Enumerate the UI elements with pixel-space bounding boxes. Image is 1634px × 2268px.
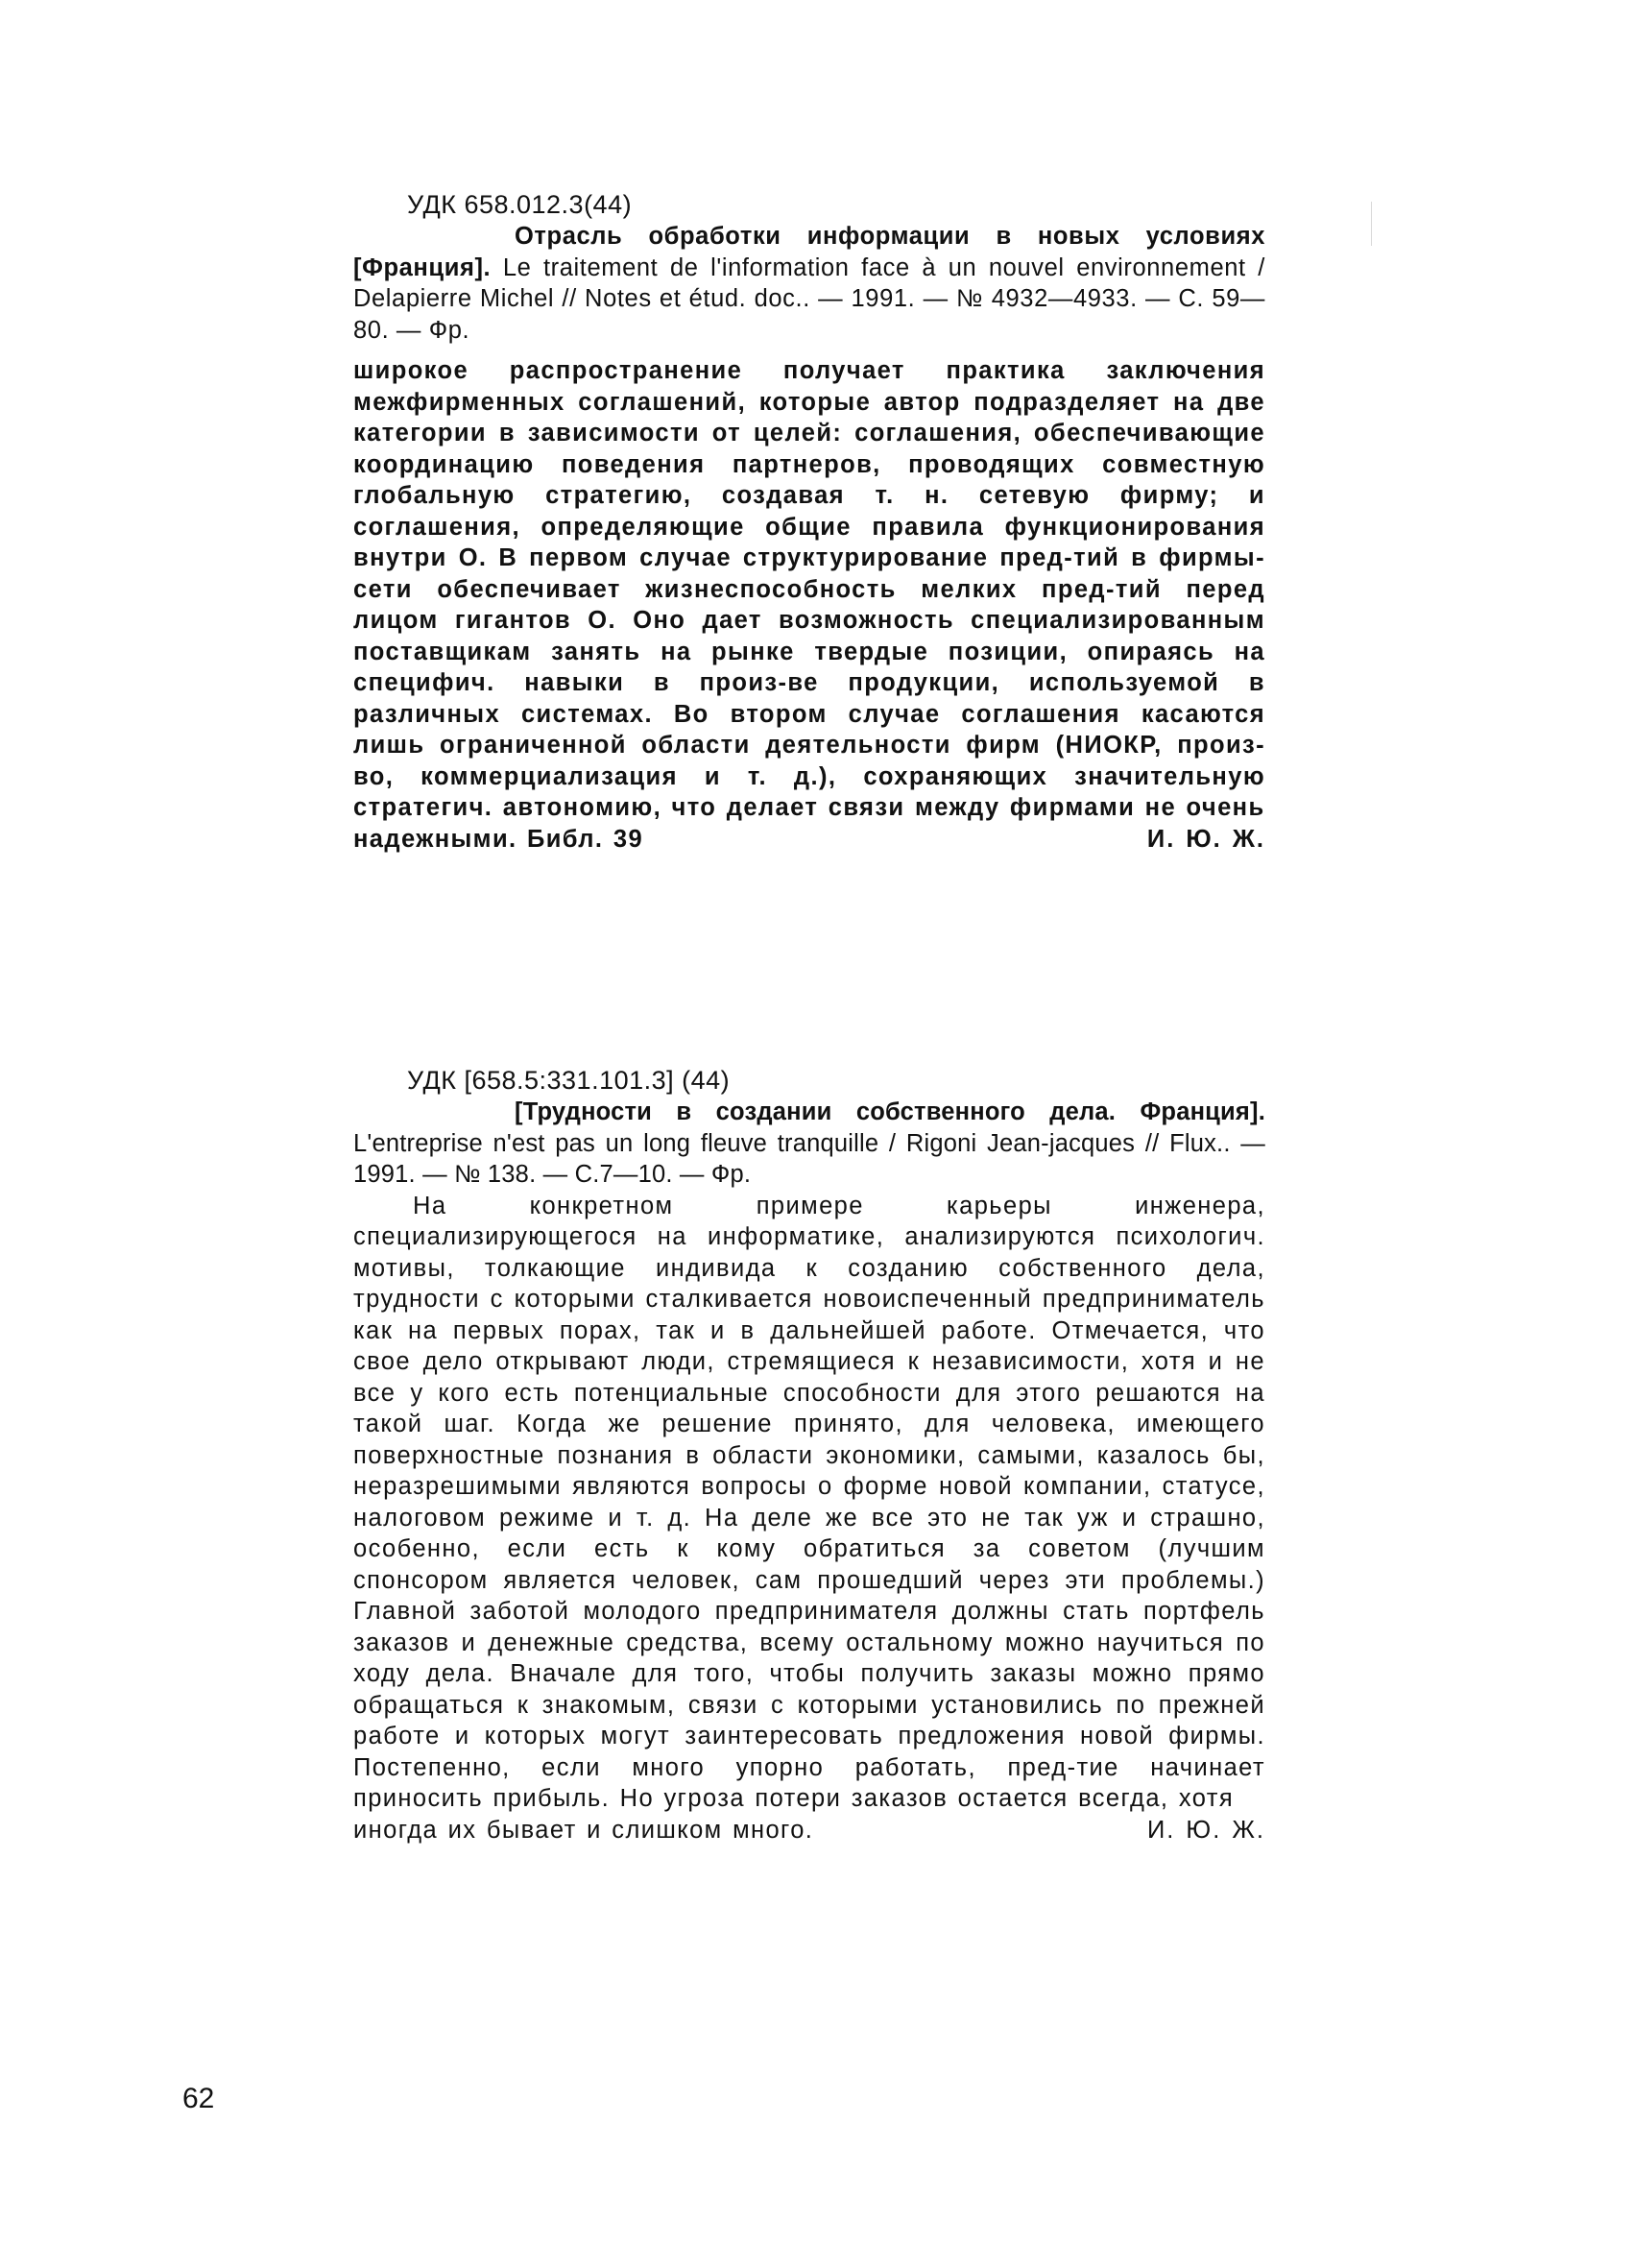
udc-code: УДК 658.012.3(44) <box>407 190 633 219</box>
abstract-title: [Трудности в создании собственного дела. Франция]. <box>515 1098 1265 1125</box>
abstract-entry-1 <box>353 188 1265 855</box>
bibliographic-citation <box>353 1097 1265 1191</box>
udc-code: УДК [658.5:331.101.3] (44) <box>407 1066 731 1095</box>
abstract-ending: надежными. Библ. 39 <box>353 825 644 853</box>
abstract-body: широкое распространение получает практика заключения межфирменных соглашений, которые автор подразделяет на две категории в зависимости от целей: соглашения, обеспечивающие координацию поведения партнеров, проводящих совместную глобальную стратегию, создавая т. н. сетевую фирму; и соглашения, определяющие общие правила функционирования внутри О. В первом случае структурирование пред-тий в фирмы-сети обеспечивает жизнеспособность мелких пред-тий перед лицом гигантов О. Оно дает возможность специализированным поставщикам занять на рынке твердые позиции, опираясь на специфич. навыки в произ-ве продукции, используемой в различных системах. Во втором случае соглашения касаются лишь ограниченной области деятельности фирм (НИОКР, произ-во, коммерциализация и т. д.), сохраняющих значительную стратегич. автономию, что делает связи между фирмами не очень <box>353 357 1265 821</box>
author-initials: И. Ю. Ж. <box>1146 825 1265 853</box>
scan-fold-mark <box>1371 202 1372 246</box>
abstract-signoff <box>353 1815 1265 1846</box>
abstract-body: На конкретном примере карьеры инженера, специализирующегося на информатике, анализируются психологич. мотивы, толкающие индивида к созданию собственного дела, трудности с которыми сталкивается новоиспеченный предприниматель как на первых порах, так и в дальнейшей работе. Отмечается, что свое дело открывают люди, стремящиеся к независимости, хотя и не все у кого есть потенциальные способности для этого решаются на такой шаг. Когда же решение принято, для человека, имеющего поверхностные познания в области экономики, самыми, казалось бы, неразрешимыми являются вопросы о форме новой компании, статусе, налоговом режиме и т. д. На деле же все это не так уж и страшно, особенно, если есть к кому обратиться за советом (лучшим спонсором является человек, сам прошедший через эти проблемы.) Главной заботой молодого предпринимателя должны стать портфель заказов и денежные средства, всему остальному можно научиться по ходу дела. Вначале для того, чтобы получить заказы можно прямо обращаться к знакомым, связи с которыми установились по прежней работе и которых могут заинтересовать предложения новой фирмы. Постепенно, если много упорно работать, пред-тие начинает приносить прибыль. Но угроза потери заказов остается всегда, хотя <box>353 1192 1265 1812</box>
source-reference: L'entreprise n'est pas un long fleuve tranquille / Rigoni Jean-jacques // Flux.. — 1991. — № 138. — С.7—10. — Фр. <box>353 1129 1265 1188</box>
source-reference: Le traitement de l'information face à un nouvel environnement / Delapierre Michel // Notes et étud. doc.. — 1991. — № 4932—4933. — С. 59—80. — Фр. <box>353 253 1265 344</box>
page-number: 62 <box>182 2083 215 2114</box>
abstract-title: Отрасль обработки информации в новых условиях [Франция]. <box>353 223 1265 281</box>
bibliographic-citation <box>353 221 1265 346</box>
abstract-ending: иногда их бывает и слишком много. <box>353 1816 814 1844</box>
author-initials: И. Ю. Ж. <box>1146 1816 1265 1844</box>
abstract-signoff <box>353 824 1265 856</box>
abstract-entry-2 <box>353 1064 1265 1846</box>
